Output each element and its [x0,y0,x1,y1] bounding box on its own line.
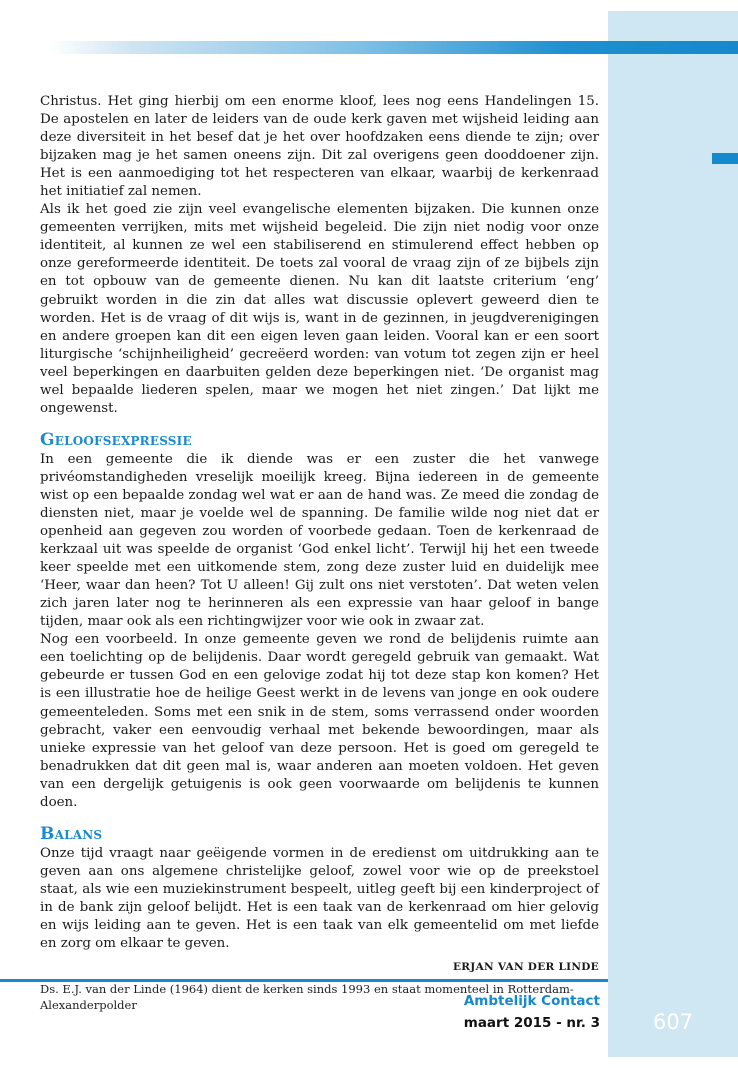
issue-label: maart 2015 - nr. 3 [463,1015,600,1031]
paragraph: Als ik het goed zie zijn veel evangelische elementen bijzaken. Die kunnen onze gemeenten verrijken, mits met wijsheid begeleid. Die zijn niet nodig voor onze identiteit, al kunnen ze wel een stabiliserend en stimulerend effect hebben op onze gereformeerde identiteit. De toets zal vooral de vraag zijn of ze bijbels zijn en tot opbouw van de gemeente dienen. Nu kan dit laatste criterium ‘eng’ gebruikt worden in die zin dat alles wat discussie oplevert geweerd dien te worden. Het is de vraag of dit wijs is, want in de gezinnen, in jeugdverenigingen en andere groepen kan dit een eigen leven gaan leiden. Vooral kan er een soort liturgische ‘schijnheiligheid’ gecreëerd worden: van votum tot zegen zijn er heel veel beperkingen en daarbuiten gelden deze beperkingen niet. ‘De organist mag wel bepaalde liederen spelen, maar we mogen het niet zingen.’ Dat lijkt me ongewenst. [40,202,599,416]
article-body [40,93,599,1013]
paragraph: In een gemeente die ik diende was er een zuster die het vanwege privéomstandigheden vreselijk moeilijk kreeg. Bijna iedereen in de gemeente wist op een bepaalde zondag wel wat er aan de hand was. Ze meed die zondag de diensten niet, maar je voelde wel de spanning. De familie wilde nog niet dat er openheid aan gegeven zou worden of voorbede gedaan. Toen de kerkenraad de kerkzaal uit was speelde de organist ‘God enkel licht’. Terwijl hij het een tweede keer speelde met een uitkomende stem, zong deze zuster luid en duidelijk mee ‘Heer, waar dan heen? Tot U alleen! Gij zult ons niet verstoten’. Dat weten velen zich jaren later nog te herinneren als een expressie van haar geloof in bange tijden, maar ook als een richtingwijzer voor wie ook in zwaar zat. [40,451,599,630]
section-heading-balans: Balans [40,823,103,844]
paragraph: Christus. Het ging hierbij om een enorme kloof, lees nog eens Handelingen 15. De apostelen en later de leiders van de oude kerk gaven met wijsheid leiding aan deze diversiteit in het besef dat je het over hoofdzaken eens diende te zijn; over bijzaken mag je het samen oneens zijn. Dit zal overigens geen dooddoener zijn. Het is een aanmoediging tot het respecteren van elkaar, waarbij de kerkenraad het initiatief zal nemen. [40,94,599,200]
side-margin-panel [608,11,738,1057]
paragraph: Onze tijd vraagt naar geëigende vormen in de eredienst om uitdrukking aan te geven aan ons algemene christelijke geloof, zowel voor wie op de preekstoel staat, als wie een muziekinstrument bespeelt, uitleg geeft bij een kinderproject of in de bank zijn geloof belijdt. Het is een taak van de kerkenraad om hier gelovig en wijs leiding aan te geven. Het is een taak van elk gemeentelid om met liefde en zorg om elkaar te geven. [40,845,599,952]
footer-rule [0,979,608,982]
section-heading-geloofsexpressie: Geloofsexpressie [40,429,192,450]
author-name: ERJAN VAN DER LINDE [452,961,599,974]
author-bio: Ds. E.J. van der Linde (1964) dient de kerken sinds 1993 en staat momenteel in Rotterdam-Alexanderpolder [40,982,574,1013]
side-tab-marker [712,153,738,164]
header-gradient-bar [50,41,738,54]
magazine-title: Ambtelijk Contact [463,993,600,1009]
paragraph: Nog een voorbeeld. In onze gemeente geven we rond de belijdenis ruimte aan een toelichting op de belijdenis. Daar wordt geregeld gebruik van gemaakt. Wat gebeurde er tussen God en een gelovige zodat hij tot deze stap kon komen? Het is een illustratie hoe de heilige Geest werkt in de levens van jonge en ook oudere gemeenteleden. Soms met een snik in de stem, soms verrassend onder woorden gebracht, vaker een eenvoudig verhaal met bekende bewoordingen, maar als unieke expressie van het geloof van deze persoon. Het is goed om geregeld te benadrukken dat dit geen mal is, waar anderen aan moeten voldoen. Het geven van een dergelijk getuigenis is ook geen voorwaarde om belijdenis te kunnen doen. [40,632,599,810]
page-number: 607 [652,1010,694,1034]
